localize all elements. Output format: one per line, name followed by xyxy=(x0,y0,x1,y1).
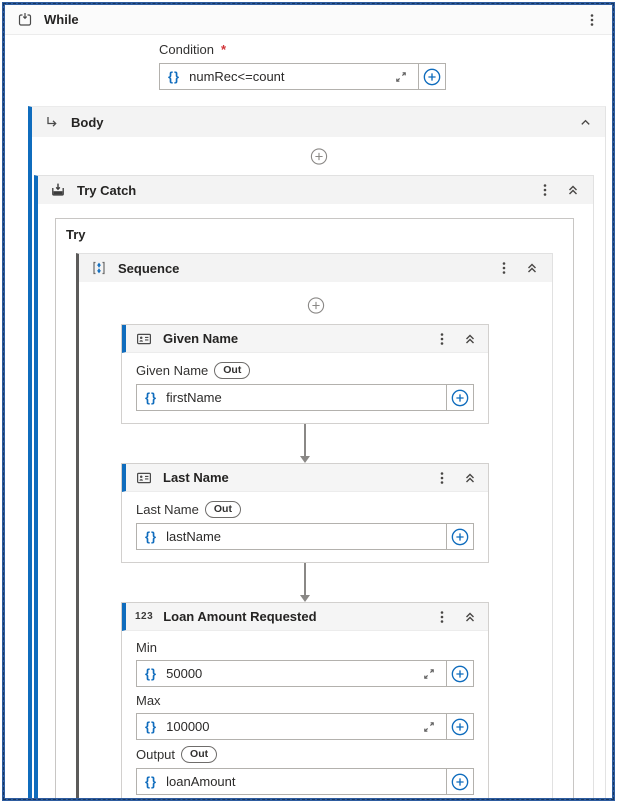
add-activity-row xyxy=(32,143,605,169)
condition-expression-input[interactable] xyxy=(159,63,419,90)
collapse-all-icon[interactable] xyxy=(461,330,479,348)
field-label: Max xyxy=(136,693,161,708)
while-header[interactable] xyxy=(5,5,612,35)
try-catch-activity xyxy=(34,175,594,801)
collapse-all-icon[interactable] xyxy=(564,181,582,199)
braces-icon: {} xyxy=(145,390,158,405)
field-value: lastName xyxy=(166,529,222,544)
kebab-menu-icon[interactable] xyxy=(433,608,451,626)
expression-input[interactable] xyxy=(136,660,447,687)
kebab-menu-icon[interactable] xyxy=(495,259,513,277)
expand-editor-icon[interactable] xyxy=(420,718,438,736)
contact-card-icon xyxy=(135,469,153,487)
try-catch-title: Try Catch xyxy=(77,182,137,198)
kebab-menu-icon[interactable] xyxy=(433,469,451,487)
connector xyxy=(121,424,489,463)
body-header[interactable] xyxy=(32,107,605,137)
collapse-all-icon[interactable] xyxy=(523,259,541,277)
add-activity-plus-icon[interactable] xyxy=(310,147,328,165)
activity-card-last-name xyxy=(121,463,489,563)
try-catch-header[interactable] xyxy=(38,176,593,204)
while-title: While xyxy=(44,12,79,27)
body-scope xyxy=(28,106,606,801)
field-label: Min xyxy=(136,640,157,655)
condition-section xyxy=(5,35,612,100)
chevron-up-icon[interactable] xyxy=(576,113,594,131)
sequence-title: Sequence xyxy=(118,260,180,276)
expression-input[interactable] xyxy=(136,384,447,411)
braces-icon: {} xyxy=(145,774,158,789)
activity-header[interactable] xyxy=(122,464,488,492)
expression-input[interactable] xyxy=(136,768,447,795)
required-marker: * xyxy=(220,42,226,57)
field-input-row xyxy=(136,384,474,411)
condition-plus-button[interactable] xyxy=(419,63,446,90)
try-block xyxy=(55,218,574,801)
activity-card-loan-amount xyxy=(121,602,489,801)
sequence-header[interactable] xyxy=(79,254,552,282)
expression-input[interactable] xyxy=(136,523,447,550)
field-value: firstName xyxy=(166,390,222,405)
try-catch-content xyxy=(38,204,593,801)
sequence-content xyxy=(79,282,552,801)
while-loop-icon xyxy=(16,11,34,29)
try-catch-icon xyxy=(49,181,67,199)
field-input-row xyxy=(136,660,474,687)
field-plus-button[interactable] xyxy=(447,523,474,550)
kebab-menu-icon[interactable] xyxy=(583,11,601,29)
while-activity-container[interactable] xyxy=(2,2,615,801)
condition-input-row xyxy=(159,63,446,90)
field-label: Given Name xyxy=(136,363,209,378)
collapse-all-icon[interactable] xyxy=(461,469,479,487)
activity-card-given-name xyxy=(121,324,489,424)
activity-title: Last Name xyxy=(163,470,229,485)
field-label: Output xyxy=(136,747,176,762)
out-badge: Out xyxy=(181,746,217,763)
braces-icon: {} xyxy=(145,529,158,544)
activity-title: Loan Amount Requested xyxy=(163,609,317,624)
add-activity-row xyxy=(79,292,552,318)
number-123-icon: 123 xyxy=(135,611,154,622)
field-input-row xyxy=(136,523,474,550)
braces-icon: {} xyxy=(145,719,158,734)
activity-header[interactable] xyxy=(122,603,488,631)
field-plus-button[interactable] xyxy=(447,768,474,795)
field-value: 100000 xyxy=(166,719,210,734)
add-activity-plus-icon[interactable] xyxy=(307,296,325,314)
braces-icon: {} xyxy=(145,666,158,681)
condition-value: numRec<=count xyxy=(189,69,285,84)
out-badge: Out xyxy=(205,501,241,518)
connector xyxy=(121,563,489,602)
kebab-menu-icon[interactable] xyxy=(433,330,451,348)
branch-arrow-icon xyxy=(43,113,61,131)
field-input-row xyxy=(136,713,474,740)
field-input-row xyxy=(136,768,474,795)
kebab-menu-icon[interactable] xyxy=(536,181,554,199)
condition-label: Condition xyxy=(159,42,214,57)
field-value: loanAmount xyxy=(166,774,236,789)
collapse-all-icon[interactable] xyxy=(461,608,479,626)
activity-title: Given Name xyxy=(163,331,239,346)
body-label: Body xyxy=(71,114,104,130)
field-plus-button[interactable] xyxy=(447,713,474,740)
field-plus-button[interactable] xyxy=(447,384,474,411)
sequence-icon xyxy=(90,259,108,277)
braces-icon: {} xyxy=(168,69,181,84)
expand-editor-icon[interactable] xyxy=(392,68,410,86)
try-label: Try xyxy=(66,227,86,242)
sequence-activity xyxy=(76,253,553,801)
field-plus-button[interactable] xyxy=(447,660,474,687)
expand-editor-icon[interactable] xyxy=(420,665,438,683)
field-value: 50000 xyxy=(166,666,203,681)
activity-header[interactable] xyxy=(122,325,488,353)
out-badge: Out xyxy=(214,362,250,379)
field-label: Last Name xyxy=(136,502,199,517)
expression-input[interactable] xyxy=(136,713,447,740)
contact-card-icon xyxy=(135,330,153,348)
